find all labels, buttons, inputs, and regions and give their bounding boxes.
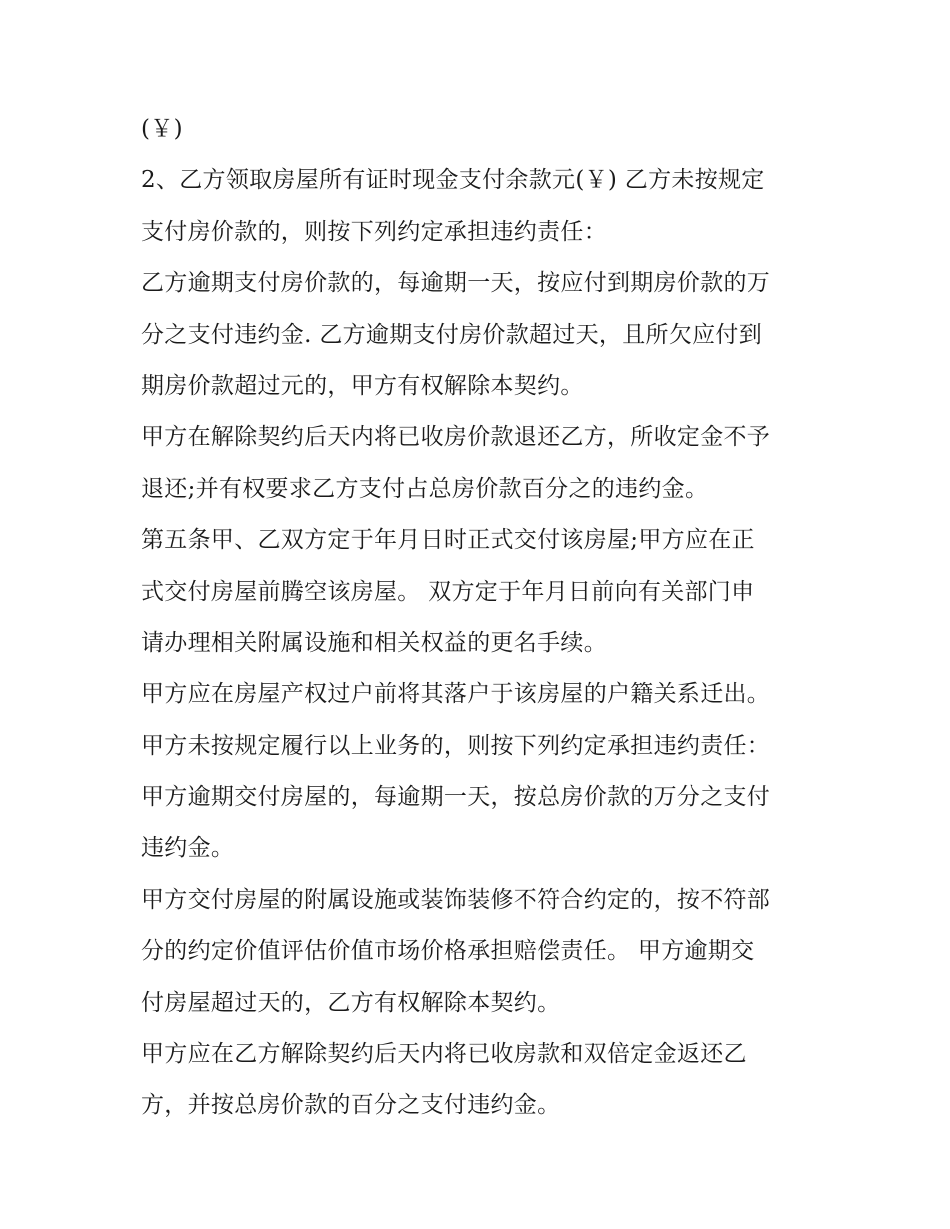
text-line: 方，并按总房价款的百分之支付违约金。 (141, 1092, 561, 1119)
text-line: 甲方应在乙方解除契约后天内将已收房款和双倍定金返还乙 (141, 1041, 747, 1068)
text-line: 乙方逾期支付房价款的，每逾期一天，按应付到期房价款的万 (141, 270, 771, 297)
text-line: 甲方在解除契约后天内将已收房价款退还乙方，所收定金不予 (141, 424, 771, 451)
text-line: 2、乙方领取房屋所有证时现金支付余款元(￥) 乙方未按规定 (141, 167, 765, 194)
text-line: 分的约定价值评估价值市场价格承担赔偿责任。 甲方逾期交 (141, 938, 755, 965)
text-line: 甲方未按规定履行以上业务的，则按下列约定承担违约责任： (141, 732, 771, 759)
text-line: 甲方交付房屋的附属设施或装饰装修不符合约定的，按不符部 (141, 886, 771, 913)
text-line: 分之支付违约金. 乙方逾期支付房价款超过天，且所欠应付到 (141, 321, 763, 348)
text-line: 式交付房屋前腾空该房屋。 双方定于年月日前向有关部门申 (141, 578, 755, 605)
text-line: 甲方应在房屋产权过户前将其落户于该房屋的户籍关系迁出。 (141, 681, 771, 708)
text-line: 支付房价款的，则按下列约定承担违约责任： (141, 218, 607, 245)
text-line: (￥) (141, 116, 183, 142)
text-line: 退还;并有权要求乙方支付占总房价款百分之的违约金。 (141, 475, 709, 502)
text-line: 请办理相关附属设施和相关权益的更名手续。 (141, 629, 607, 656)
text-line: 付房屋超过天的，乙方有权解除本契约。 (141, 989, 561, 1016)
text-line: 甲方逾期交付房屋的，每逾期一天，按总房价款的万分之支付 (141, 784, 771, 811)
document-body (141, 104, 821, 1132)
text-line: 第五条甲、乙双方定于年月日时正式交付该房屋;甲方应在正 (141, 527, 755, 554)
text-line: 违约金。 (141, 835, 235, 862)
text-line: 期房价款超过元的，甲方有权解除本契约。 (141, 372, 584, 399)
